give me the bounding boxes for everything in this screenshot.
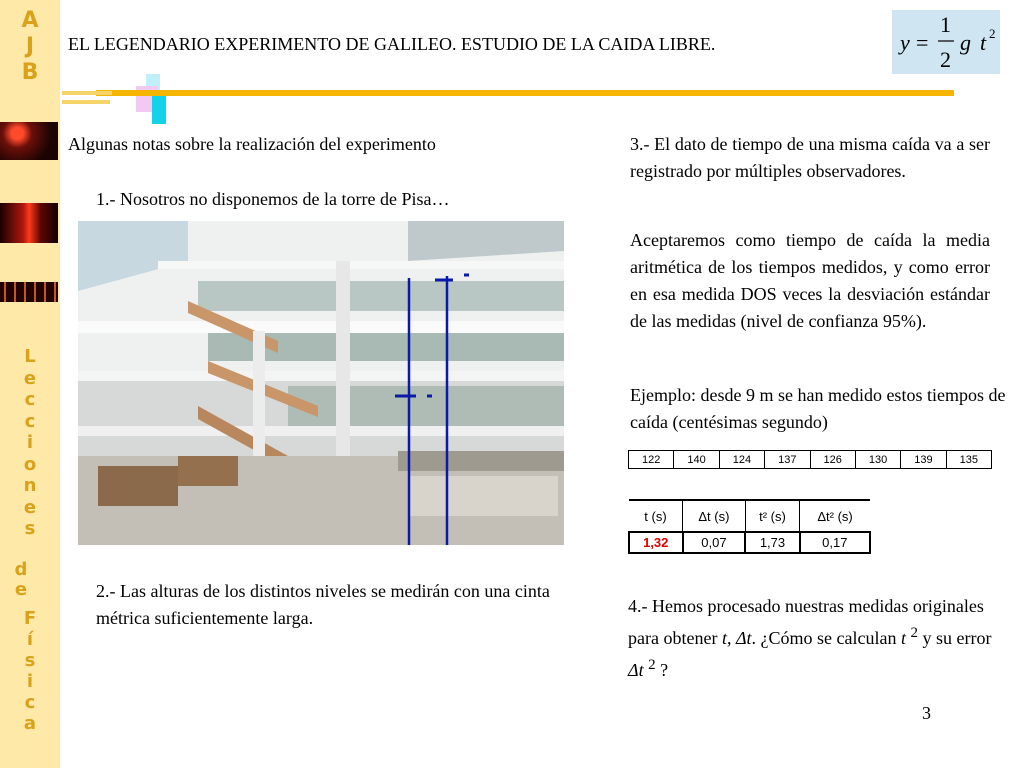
- column-header: t (s): [629, 500, 683, 532]
- sidebar-letter: L: [24, 346, 36, 367]
- table-row: [629, 532, 870, 553]
- note-4: [628, 593, 998, 684]
- ajb-letter: J: [25, 34, 35, 59]
- note-4-var: t: [901, 628, 907, 648]
- sidebar-letter: s: [24, 650, 36, 671]
- page-number: 3: [922, 703, 931, 723]
- formula-g: g: [960, 30, 971, 55]
- note-4-var: t: [721, 628, 727, 648]
- note-4-var: Δt: [628, 660, 644, 680]
- sidebar-letter: c: [24, 692, 36, 713]
- time-cell: 130: [855, 451, 900, 469]
- sidebar-letter: í: [26, 629, 34, 650]
- sidebar-letter: n: [23, 475, 37, 496]
- note-1: 1.- Nosotros no disponemos de la torre de Pisa…: [96, 189, 450, 209]
- sidebar-letter: c: [24, 410, 36, 432]
- formula-denominator: 2: [940, 47, 951, 72]
- note-4-text: . ¿Cómo se calculan: [751, 628, 901, 648]
- sidebar-letter: e: [14, 579, 28, 600]
- free-fall-formula: [892, 10, 1000, 74]
- time-cell: 126: [810, 451, 855, 469]
- column-header: Δt² (s): [800, 500, 870, 532]
- note-4-text: 4.- Hemos procesado nuestras medidas originales para obtener: [628, 596, 984, 648]
- formula-exponent: 2: [989, 26, 996, 41]
- stat-cell-highlight: 1,32: [629, 532, 683, 553]
- column-header: t² (s): [745, 500, 799, 532]
- times-table: [628, 450, 992, 469]
- time-cell: 135: [946, 451, 991, 469]
- note-4-text: ,: [726, 628, 736, 648]
- sidebar-letter: e: [23, 496, 37, 518]
- stat-cell: 1,73: [745, 532, 799, 553]
- sidebar-letter: a: [23, 713, 37, 734]
- time-cell: 140: [674, 451, 719, 469]
- sidebar-letter: o: [23, 453, 37, 475]
- ajb-logo: [0, 8, 60, 86]
- acceptance-paragraph: Aceptaremos como tiempo de caída la media aritmética de los tiempos medidos, y como error en esa medida DOS veces la desviación estándar de las medidas (nivel de confianza 95%).: [630, 230, 990, 331]
- sidebar-thumbnail-spectrum[interactable]: [0, 282, 58, 302]
- time-cell: 122: [629, 451, 674, 469]
- header-divider-accent: [62, 100, 110, 104]
- header-divider: [96, 90, 954, 96]
- lecciones-vertical-label: [0, 346, 60, 540]
- de-vertical-label: [6, 560, 36, 600]
- column-header: Δt (s): [683, 500, 746, 532]
- sidebar-thumbnail-lamp[interactable]: [0, 122, 58, 160]
- table-header-row: [629, 500, 870, 532]
- sidebar-letter: i: [26, 432, 34, 453]
- time-cell: 137: [765, 451, 810, 469]
- note-2: 2.- Las alturas de los distintos niveles se medirán con una cinta métrica suficientemente larga.: [96, 581, 550, 628]
- sidebar-letter: e: [23, 367, 37, 389]
- sidebar-letter: d: [14, 559, 28, 580]
- slide-title: EL LEGENDARIO EXPERIMENTO DE GALILEO. ESTUDIO DE LA CAIDA LIBRE.: [68, 34, 716, 54]
- atrium-illustration: [78, 221, 564, 545]
- sidebar-letter: c: [24, 389, 36, 410]
- sidebar-thumbnail-laser[interactable]: [0, 203, 58, 243]
- ajb-letter: B: [21, 60, 39, 85]
- note-3: 3.- El dato de tiempo de una misma caída va a ser registrado por múltiples observadores.: [630, 134, 990, 181]
- sidebar-letter: i: [26, 671, 34, 692]
- note-4-var: Δt: [735, 628, 752, 648]
- atrium-photo: [78, 221, 564, 545]
- stat-cell: 0,17: [800, 532, 870, 553]
- formula-equals: =: [916, 30, 929, 55]
- note-4-text: ?: [655, 660, 669, 680]
- formula-y: y: [900, 30, 910, 55]
- stats-table: [628, 499, 871, 554]
- sidebar: [0, 0, 60, 768]
- notes-heading: Algunas notas sobre la realización del experimento: [68, 134, 436, 154]
- ajb-letter: A: [21, 8, 39, 33]
- formula-numerator: 1: [940, 12, 951, 37]
- time-cell: 139: [901, 451, 946, 469]
- header-divider-accent: [62, 91, 112, 95]
- decorative-logo-block: [152, 96, 166, 124]
- note-4-sup: 2: [910, 625, 919, 641]
- formula-graphic: [892, 10, 1000, 74]
- note-4-sup: 2: [648, 657, 656, 673]
- fisica-vertical-label: [0, 608, 60, 734]
- sidebar-letter: s: [24, 518, 36, 539]
- stat-cell: 0,07: [683, 532, 746, 553]
- example-text: Ejemplo: desde 9 m se han medido estos tiempos de caída (centésimas segundo): [630, 385, 1006, 432]
- formula-t: t: [980, 30, 987, 55]
- sidebar-letter: F: [23, 608, 37, 629]
- table-row: [629, 451, 992, 469]
- time-cell: 124: [719, 451, 764, 469]
- note-4-text: y su error: [918, 628, 992, 648]
